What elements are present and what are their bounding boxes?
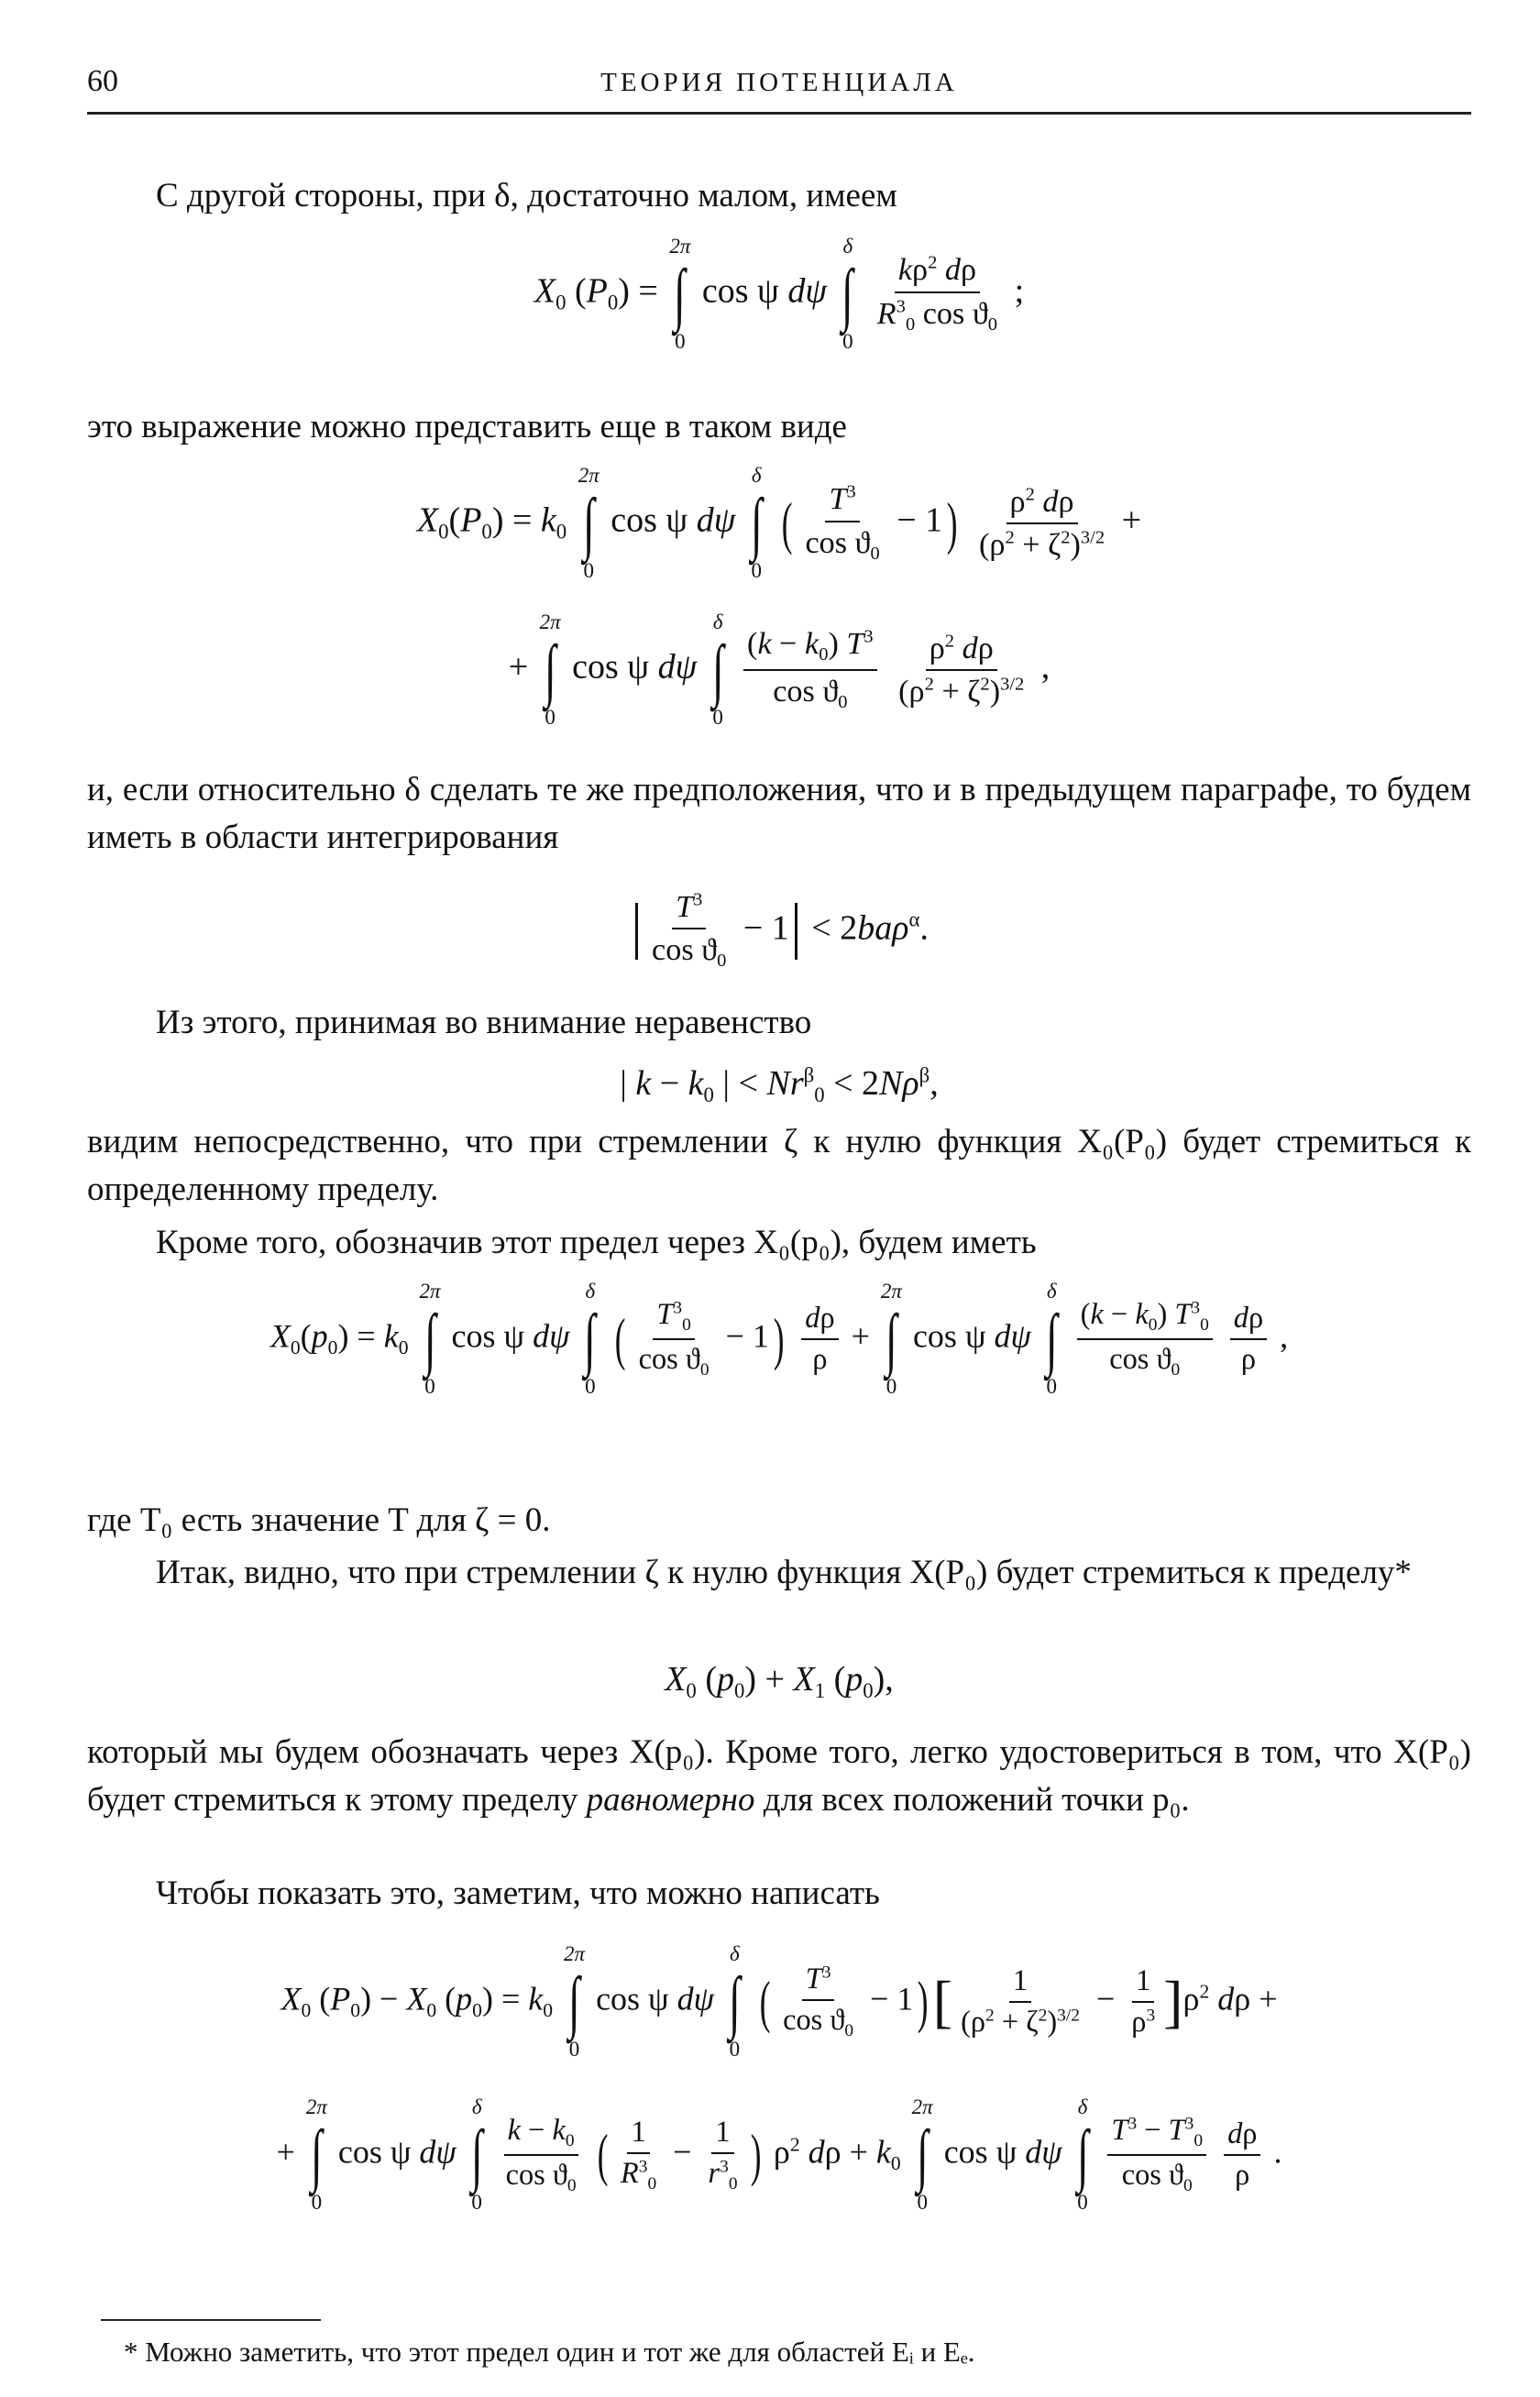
page-header xyxy=(87,64,1471,110)
running-head: ТЕОРИЯ ПОТЕНЦИАЛА xyxy=(600,68,958,97)
equation-3: $\frac{T^3}{\cos ϑ_0}$ − 1 < 2baρ$^\alpha$. xyxy=(87,889,1471,973)
paragraph-9-text-a: который мы будем обозначать через X(p₀). Кроме того, легко удостовериться в том, что X(P₀) будет стремиться к этому пределу xyxy=(87,1733,1471,1819)
footnote-rule xyxy=(101,2319,321,2321)
paragraph-1: С другой стороны, при δ, достаточно малом, имеем xyxy=(156,177,897,214)
paragraph-9-text-b: для всех положений точки p₀. xyxy=(754,1781,1190,1819)
equation-7: $X_0$ $(P_0) - X_0$ $(p_0) = k_0$ 2π ∫ 0 cos ψ dψ δ ∫ 0 ( $\frac{T^3}{\cos ϑ_0}$ − 1)[ $\frac{1}{(\rho^2 + \zeta^2)^{3/2}}$ − $\frac{1}{\rho^3}$ ]$\rho^2$ dρ + xyxy=(280,1942,1278,2061)
equation-2-continued: + 2π ∫ 0 cos ψ dψ δ ∫ 0 $\frac{(k - k_0) T^3}{\cos ϑ_0}$ $\frac{\rho^2 d\rho}{(\rho^2 + \zeta^2)^{3/2}}$ , xyxy=(508,610,1050,729)
equation-6: $X_0$ $(p_0) + X_1$ $(p_0)$, xyxy=(665,1660,894,1702)
equation-2: $X_0(P_0) = k_0$ 2π ∫ 0 cos ψ dψ δ ∫ 0 ( $\frac{T^3}{\cos ϑ_0}$ − 1) $\frac{\rho^2 d\rho}{(\rho^2 + \zeta^2)^{3/2}}$ + xyxy=(416,464,1142,582)
paragraph-9 xyxy=(87,1729,1471,1824)
page-number: 60 xyxy=(87,64,118,98)
equation-5: $X_0(p_0) = k_0$ 2π ∫ 0 cos ψ dψ δ ∫ 0 ( $\frac{T^3_0}{\cos ϑ_0}$ − 1) $\frac{d\rho}{\rho}$ + 2π ∫ 0 cos ψ dψ δ ∫ 0 $\frac{(k - k_0) T^3_0}{\cos ϑ_0}$ $\frac{d\rho}{\rho}$ , xyxy=(270,1280,1289,1398)
paragraph-2: это выражение можно представить еще в таком виде xyxy=(87,408,847,445)
paragraph-10: Чтобы показать это, заметим, что можно написать xyxy=(156,1875,880,1912)
equation-7-continued: + 2π ∫ 0 cos ψ dψ δ ∫ 0 $\frac{k - k_0}{\cos ϑ_0}$ ( $\frac{1}{R^3_0}$ − $\frac{1}{r^3_0}$ ) $\rho^2$ $d\rho + k_0$ 2π ∫ 0 cos ψ dψ δ ∫ 0 $\frac{T^3 - T^3_0}{\cos ϑ_0}$ $\frac{d\rho}{\rho}$ . xyxy=(276,2095,1282,2214)
equation-4: | $k - k_0$ | < $Nr^\beta_0 < 2N\rho^\beta$, xyxy=(620,1063,939,1106)
equation-1: $X_0$ $(P_0)$ = 2π ∫ 0 cos ψ dψ δ ∫ 0 $\frac{k\rho^2 d\rho}{R^3_0 \cos ϑ_0}$ ; xyxy=(534,235,1025,353)
paragraph-7: где T₀ есть значение T для ζ = 0. xyxy=(87,1501,551,1539)
paragraph-4: Из этого, принимая во внимание неравенство xyxy=(156,1004,812,1041)
paragraph-6: Кроме того, обозначив этот предел через X₀(p₀), будем иметь xyxy=(156,1224,1037,1261)
paragraph-3: и, если относительно δ сделать те же предположения, что и в предыдущем параграфе, то будем иметь в области интегрирования xyxy=(87,771,1471,856)
paragraph-8: Итак, видно, что при стремлении ζ к нулю функция X(P₀) будет стремиться к пределу* xyxy=(156,1554,1412,1591)
footnote: * Можно заметить, что этот предел один и тот же для областей Eᵢ и Eₑ. xyxy=(124,2336,975,2368)
paragraph-9-emphasis: равномерно xyxy=(586,1781,755,1819)
paragraph-5: видим непосредственно, что при стремлении ζ к нулю функция X₀(P₀) будет стремиться к определенному пределу. xyxy=(87,1123,1471,1208)
header-rule xyxy=(87,112,1471,115)
